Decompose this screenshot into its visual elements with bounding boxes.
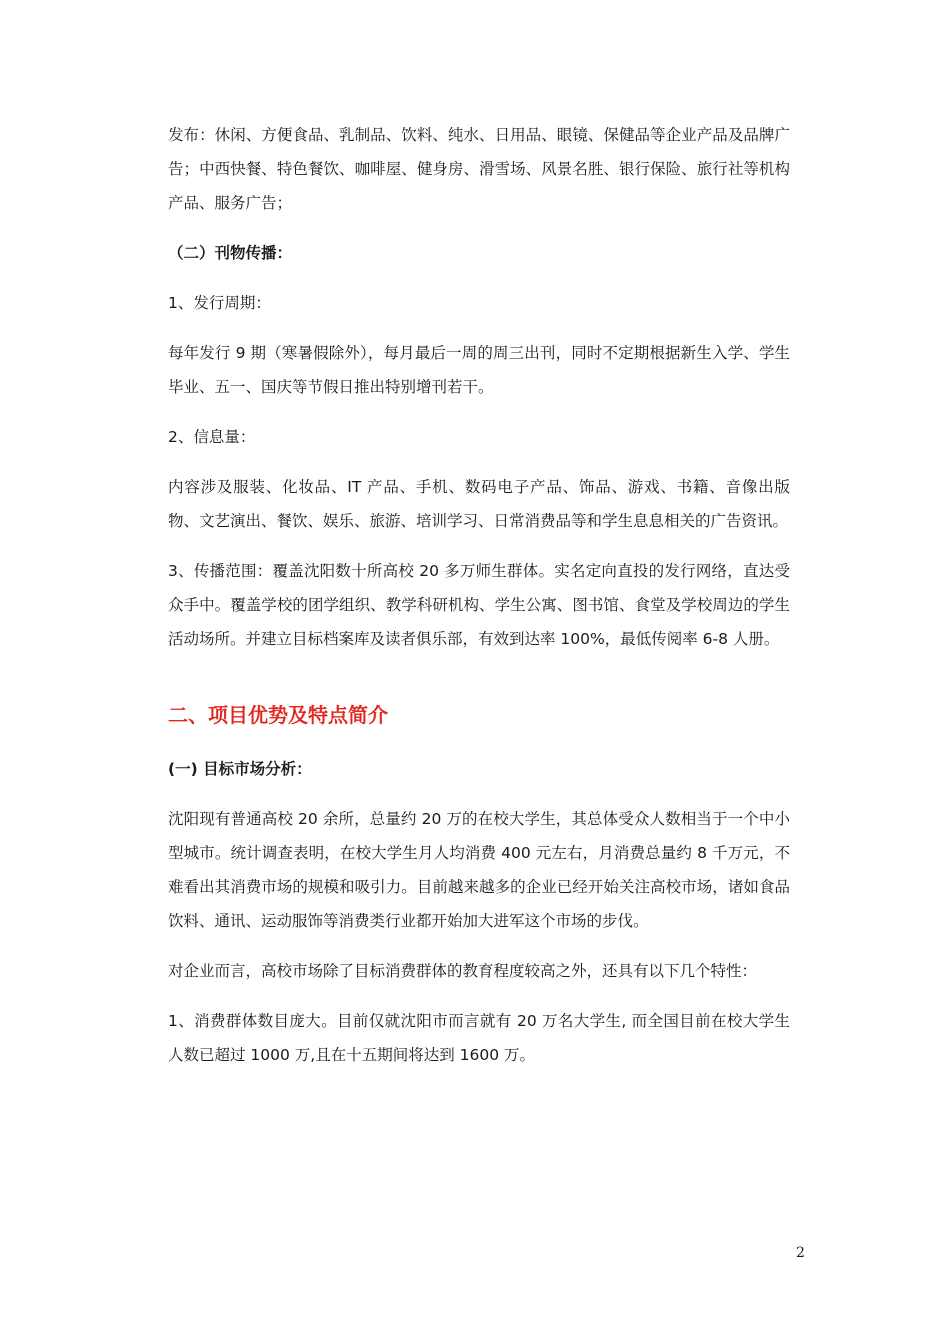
market-analysis-subheading: (一) 目标市场分析：: [168, 760, 312, 778]
info-volume-title: 2、信息量：: [168, 428, 256, 446]
page-number: 2: [796, 1245, 805, 1261]
info-volume-paragraph: 内容涉及服装、化妆品、IT 产品、手机、数码电子产品、饰品、游戏、书籍、音像出版物、文艺演出、餐饮、娱乐、旅游、培训学习、日常消费品等和学生息息相关的广告资讯。: [168, 478, 790, 530]
market-paragraph-2: 对企业而言，高校市场除了目标消费群体的教育程度较高之外，还具有以下几个特性：: [168, 962, 758, 980]
issue-cycle-title: 1、发行周期：: [168, 294, 271, 312]
market-paragraph-3: 1、消费群体数目庞大。目前仅就沈阳市而言就有 20 万名大学生, 而全国目前在校大学生人数已超过 1000 万,且在十五期间将达到 1600 万。: [168, 1012, 790, 1064]
page-content: [168, 118, 790, 1088]
market-paragraph-1: 沈阳现有普通高校 20 余所，总量约 20 万的在校大学生，其总体受众人数相当于一个中小型城市。统计调查表明，在校大学生月人均消费 400 元左右，月消费总量约 8 千万元，不难看出其消费市场的规模和吸引力。目前越来越多的企业已经开始关注高校市场，诸如食品饮料、通讯、运动服饰等消费类行业都开始加大进军这个市场的步伐。: [168, 810, 790, 930]
section-heading: 二、项目优势及特点简介: [168, 703, 388, 727]
ad-categories-paragraph: 发布：休闲、方便食品、乳制品、饮料、纯水、日用品、眼镜、保健品等企业产品及品牌广告；中西快餐、特色餐饮、咖啡屋、健身房、滑雪场、风景名胜、银行保险、旅行社等机构产品、服务广告；: [168, 126, 790, 212]
coverage-paragraph: 3、传播范围：覆盖沈阳数十所高校 20 多万师生群体。实名定向直投的发行网络，直达受众手中。覆盖学校的团学组织、教学科研机构、学生公寓、图书馆、食堂及学校周边的学生活动场所。并建立目标档案库及读者俱乐部，有效到达率 100%，最低传阅率 6-8 人册。: [168, 562, 790, 648]
issue-cycle-paragraph: 每年发行 9 期（寒暑假除外），每月最后一周的周三出刊，同时不定期根据新生入学、学生毕业、五一、国庆等节假日推出特别增刊若干。: [168, 344, 790, 396]
publication-subheading: （二）刊物传播：: [168, 244, 293, 262]
